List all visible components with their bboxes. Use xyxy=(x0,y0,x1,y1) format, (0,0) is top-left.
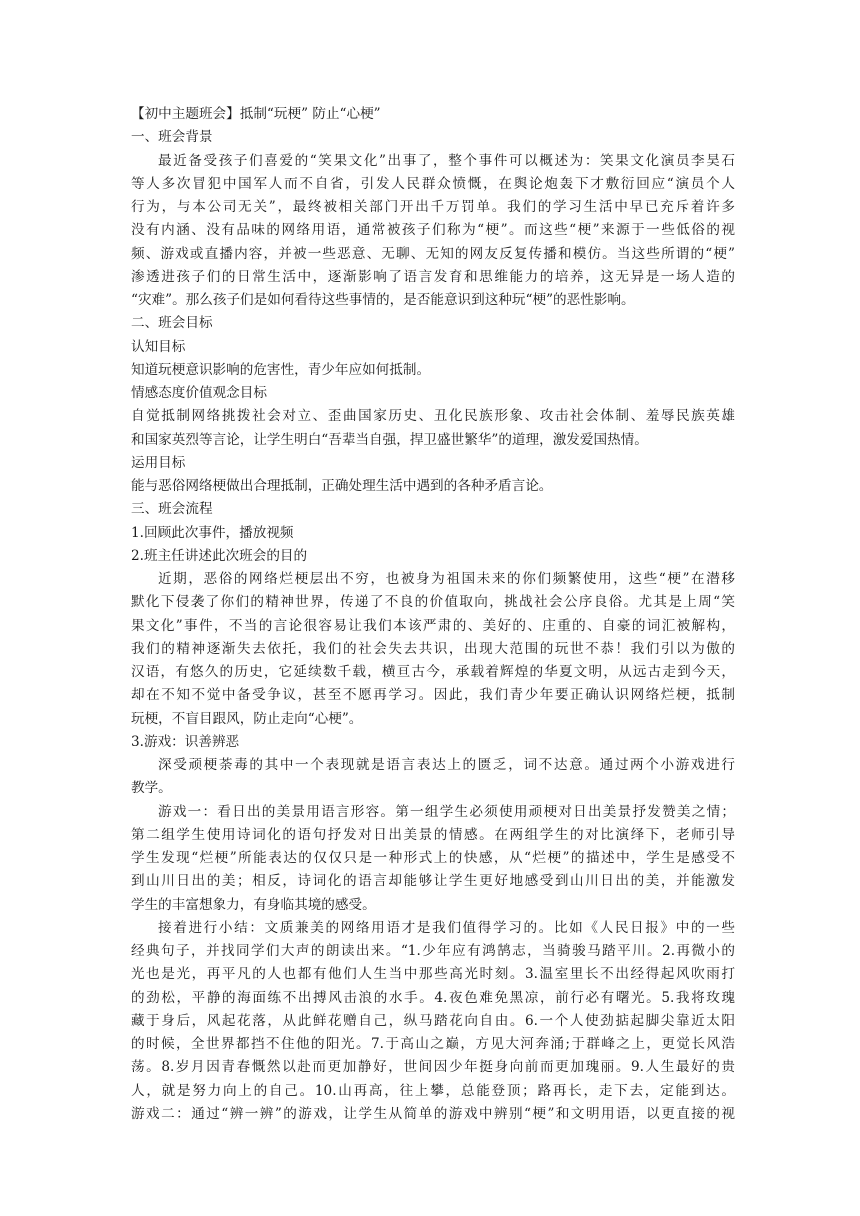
text-line: 情感态度价值观念目标 xyxy=(131,385,267,401)
text-line: 光也是光，再平凡的人也都有他们人生当中那些高光时刻。3.温室里长不出经得起风吹雨打 xyxy=(131,966,735,983)
text-line: 接着进行小结：文质兼美的网络用语才是我们值得学习的。比如《人民日报》中的一些 xyxy=(158,919,735,936)
text-line: 能与恶俗网络梗做出合理抵制，正确处理生活中遇到的各种矛盾言论。 xyxy=(131,478,553,494)
document-title: 【初中主题班会】抵制“玩梗” 防止“心梗” xyxy=(131,106,381,122)
text-line: 默化下侵袭了你们的精神世界，传递了不良的价值取向，挑战社会公序良俗。尤其是上周“笑 xyxy=(131,594,735,611)
text-line: 近期，恶俗的网络烂梗层出不穷，也被身为祖国未来的你们频繁使用，这些“梗”在潜移 xyxy=(158,571,735,587)
text-line: 和国家英烈等言论，让学生明白“吾辈当自强，捍卫盛世繁华”的道理，激发爱国热情。 xyxy=(131,431,648,448)
text-line: 深受顽梗荼毒的其中一个表现就是语言表达上的匮乏，词不达意。通过两个小游戏进行 xyxy=(158,757,735,773)
text-line: 玩梗，不盲目跟风，防止走向“心梗”。 xyxy=(131,710,363,727)
text-line: 到山川日出的美；相反，诗词化的语言却能够让学生更好地感受到山川日出的美，并能激发 xyxy=(131,873,735,890)
text-line: 的劲松，平静的海面练不出搏风击浪的水手。4.夜色难免黑凉，前行必有曙光。5.我将玫瑰 xyxy=(131,989,735,1006)
text-line: 教学。 xyxy=(131,780,172,797)
text-line: 运用目标 xyxy=(131,454,186,471)
text-line: 我们的精神逐渐失去依托，我们的社会失去共识，出现大范围的玩世不恭！我们引以为傲的 xyxy=(131,640,735,657)
text-line: 3.游戏：识善辨恶 xyxy=(131,733,240,750)
text-line: 等人多次冒犯中国军人而不自省，引发人民群众愤慨，在舆论炮轰下才敷衍回应“演员个人 xyxy=(131,175,735,192)
text-line: 一、班会背景 xyxy=(131,129,213,146)
document-page xyxy=(131,103,735,1126)
text-line: 认知目标 xyxy=(131,338,186,355)
text-line: 1.回顾此次事件，播放视频 xyxy=(131,524,294,541)
text-line: 荡。8.岁月因青春慨然以赴而更加静好，世间因少年挺身向前而更加瑰丽。9.人生最好的贵 xyxy=(131,1059,735,1076)
text-line: 学生发现“烂梗”所能表达的仅仅只是一种形式上的快感，从“烂梗”的描述中，学生是感受不 xyxy=(131,850,735,866)
text-line: 游戏二：通过“辨一辨”的游戏，让学生从简单的游戏中辨别“梗”和文明用语，以更直接的视 xyxy=(131,1105,735,1122)
text-line: 没有内涵、没有品味的网络用语，通常被孩子们称为“梗”。而这些“梗”来源于一些低俗的视 xyxy=(131,222,735,239)
text-line: 的时候，全世界都挡不住他的阳光。7.于高山之巅，方见大河奔涌;于群峰之上，更觉长风浩 xyxy=(131,1036,735,1052)
text-line: 三、班会流程 xyxy=(131,501,213,518)
text-line: 2.班主任讲述此次班会的目的 xyxy=(131,547,308,564)
text-line: 人，就是努力向上的自己。10.山再高，往上攀，总能登顶；路再长，走下去，定能到达。 xyxy=(131,1082,735,1099)
text-line: 学生的丰富想象力，有身临其境的感受。 xyxy=(131,896,376,913)
text-line: “灾难”。那么孩子们是如何看待这些事情的，是否能意识到这种玩“梗”的恶性影响。 xyxy=(131,292,635,308)
text-line: 二、班会目标 xyxy=(131,315,213,332)
text-line: 行为，与本公司无关”，最终被相关部门开出千万罚单。我们的学习生活中早已充斥着许多 xyxy=(131,199,735,215)
text-line: 藏于身后，风起花落，从此鲜花赠自己，纵马踏花向自由。6.一个人使劲掂起脚尖靠近太阳 xyxy=(131,1012,735,1029)
text-line: 频、游戏或直播内容，并被一些恶意、无聊、无知的网友反复传播和模仿。当这些所谓的“梗” xyxy=(131,245,735,262)
text-line: 却在不知不觉中备受争议，甚至不愿再学习。因此，我们青少年要正确认识网络烂梗，抵制 xyxy=(131,687,735,704)
text-line: 果文化”事件，不当的言论很容易让我们本该严肃的、美好的、庄重的、自豪的词汇被解构， xyxy=(131,617,735,634)
text-line: 经典句子，并找同学们大声的朗读出来。“1.少年应有鸿鹄志，当骑骏马踏平川。2.再微小的 xyxy=(131,943,735,959)
text-line: 知道玩梗意识影响的危害性，青少年应如何抵制。 xyxy=(131,361,431,378)
text-line: 第二组学生使用诗词化的语句抒发对日出美景的情感。在两组学生的对比演绎下，老师引导 xyxy=(131,826,735,843)
text-line: 最近备受孩子们喜爱的“笑果文化”出事了，整个事件可以概述为：笑果文化演员李昊石 xyxy=(158,152,735,169)
text-line: 汉语，有悠久的历史，它延续数千载，横亘古今，承载着辉煌的华夏文明，从远古走到今天， xyxy=(131,664,735,680)
text-line: 自觉抵制网络挑拨社会对立、歪曲国家历史、丑化民族形象、攻击社会体制、羞辱民族英雄 xyxy=(131,408,735,425)
text-line: 渗透进孩子们的日常生活中，逐渐影响了语言发育和思维能力的培养，这无异是一场人造的 xyxy=(131,268,735,285)
text-line: 游戏一：看日出的美景用语言形容。第一组学生必须使用顽梗对日出美景抒发赞美之情； xyxy=(158,803,735,820)
